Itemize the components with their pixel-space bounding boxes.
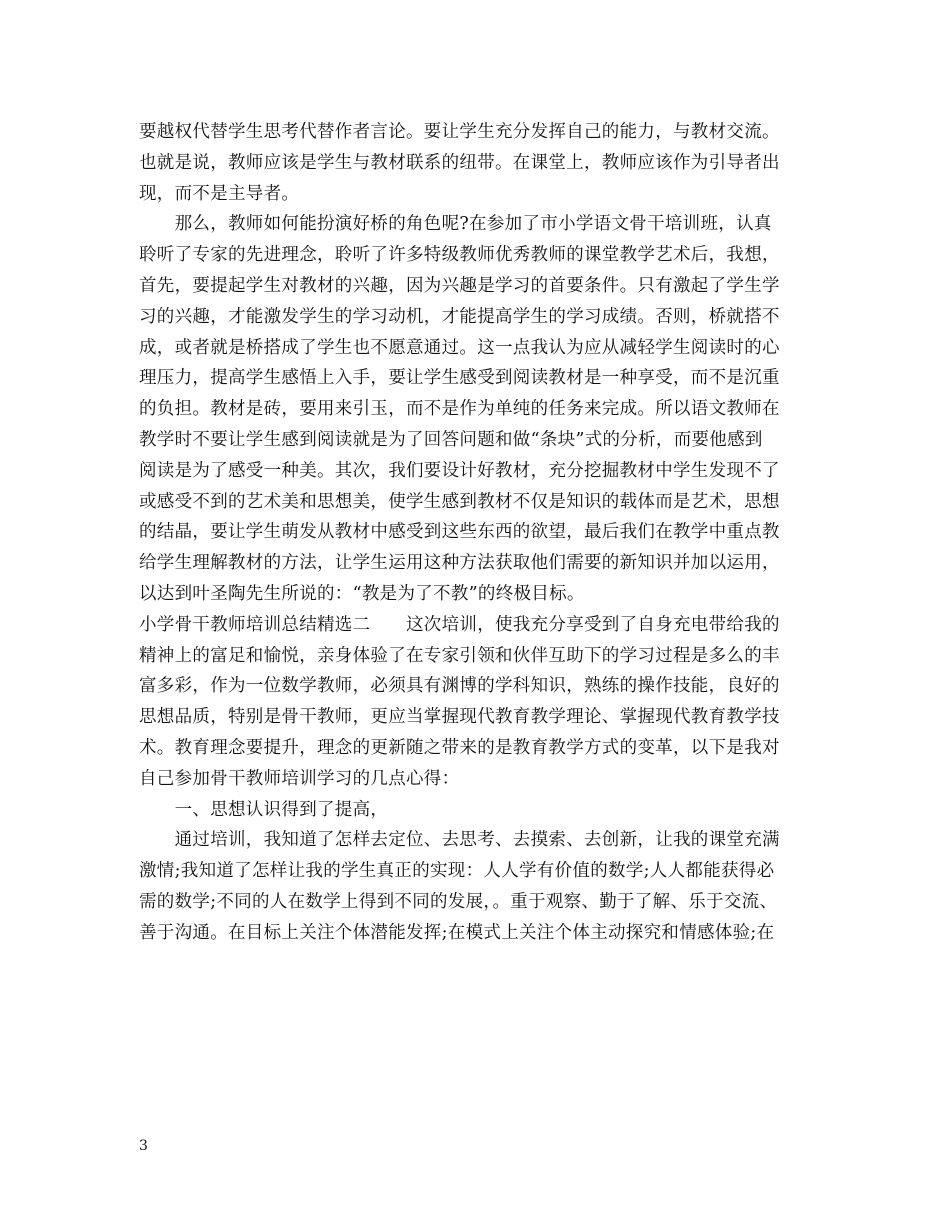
text-line: 那么，教师如何能扮演好桥的角色呢?在参加了市小学语文骨干培训班，认真 — [139, 214, 772, 235]
text-line: 的结晶，要让学生萌发从教材中感受到这些东西的欲望，最后我们在教学中重点教 — [139, 522, 780, 543]
text-line: 一、思想认识得到了提高， — [139, 799, 389, 820]
text-line: 精神上的富足和愉悦，亲身体验了在专家引领和伙伴互助下的学习过程是多么的丰 — [139, 645, 780, 666]
text-line: 自己参加骨干教师培训学习的几点心得： — [139, 768, 460, 789]
text-line: 善于沟通。在目标上关注个体潜能发挥;在模式上关注个体主动探究和情感体验;在 — [139, 922, 775, 943]
text-line: 术。教育理念要提升，理念的更新随之带来的是教育教学方式的变革，以下是我对 — [139, 737, 780, 758]
text-line: 聆听了专家的先进理念，聆听了许多特级教师优秀教师的课堂教学艺术后，我想， — [139, 245, 780, 266]
text-line: 需的数学;不同的人在数学上得到不同的发展，。重于观察、勤于了解、乐于交流、 — [139, 891, 778, 912]
text-line: 激情;我知道了怎样让我的学生真正的实现：人人学有价值的数学;人人都能获得必 — [139, 861, 775, 882]
page-number: 3 — [139, 1138, 148, 1154]
text-line: 现，而不是主导者。 — [139, 183, 300, 204]
text-line: 或感受不到的艺术美和思想美，使学生感到教材不仅是知识的载体而是艺术，思想 — [139, 491, 780, 512]
body-text — [139, 117, 815, 949]
text-line: 理压力，提高学生感悟上入手，要让学生感受到阅读教材是一种享受，而不是沉重 — [139, 368, 780, 389]
text-line: 小学骨干教师培训总结精选二 这次培训，使我充分享受到了自身充电带给我的 — [139, 614, 780, 635]
text-line: 通过培训，我知道了怎样去定位、去思考、去摸索、去创新，让我的课堂充满 — [139, 830, 780, 851]
text-line: 给学生理解教材的方法，让学生运用这种方法获取他们需要的新知识并加以运用， — [139, 553, 780, 574]
text-line: 教学时不要让学生感到阅读就是为了回答问题和做“条块”式的分析，而要他感到 — [139, 429, 763, 450]
text-line: 的负担。教材是砖，要用来引玉，而不是作为单纯的任务来完成。所以语文教师在 — [139, 399, 780, 420]
text-line: 阅读是为了感受一种美。其次，我们要设计好教材，充分挖掘教材中学生发现不了 — [139, 460, 780, 481]
text-line: 要越权代替学生思考代替作者言论。要让学生充分发挥自己的能力，与教材交流。 — [139, 122, 780, 142]
text-line: 习的兴趣，才能激发学生的学习动机，才能提高学生的学习成绩。否则，桥就搭不 — [139, 306, 780, 327]
text-line: 成，或者就是桥搭成了学生也不愿意通过。这一点我认为应从减轻学生阅读时的心 — [139, 337, 780, 358]
text-line: 首先，要提起学生对教材的兴趣，因为兴趣是学习的首要条件。只有激起了学生学 — [139, 275, 780, 296]
text-line: 也就是说，教师应该是学生与教材联系的纽带。在课堂上，教师应该作为引导者出 — [139, 152, 780, 173]
text-line: 以达到叶圣陶先生所说的：“教是为了不教”的终极目标。 — [139, 583, 585, 604]
text-line: 富多彩，作为一位数学教师，必须具有渊博的学科知识，熟练的操作技能，良好的 — [139, 676, 780, 697]
text-line: 思想品质，特别是骨干教师，更应当掌握现代教育教学理论、掌握现代教育教学技 — [139, 707, 780, 728]
